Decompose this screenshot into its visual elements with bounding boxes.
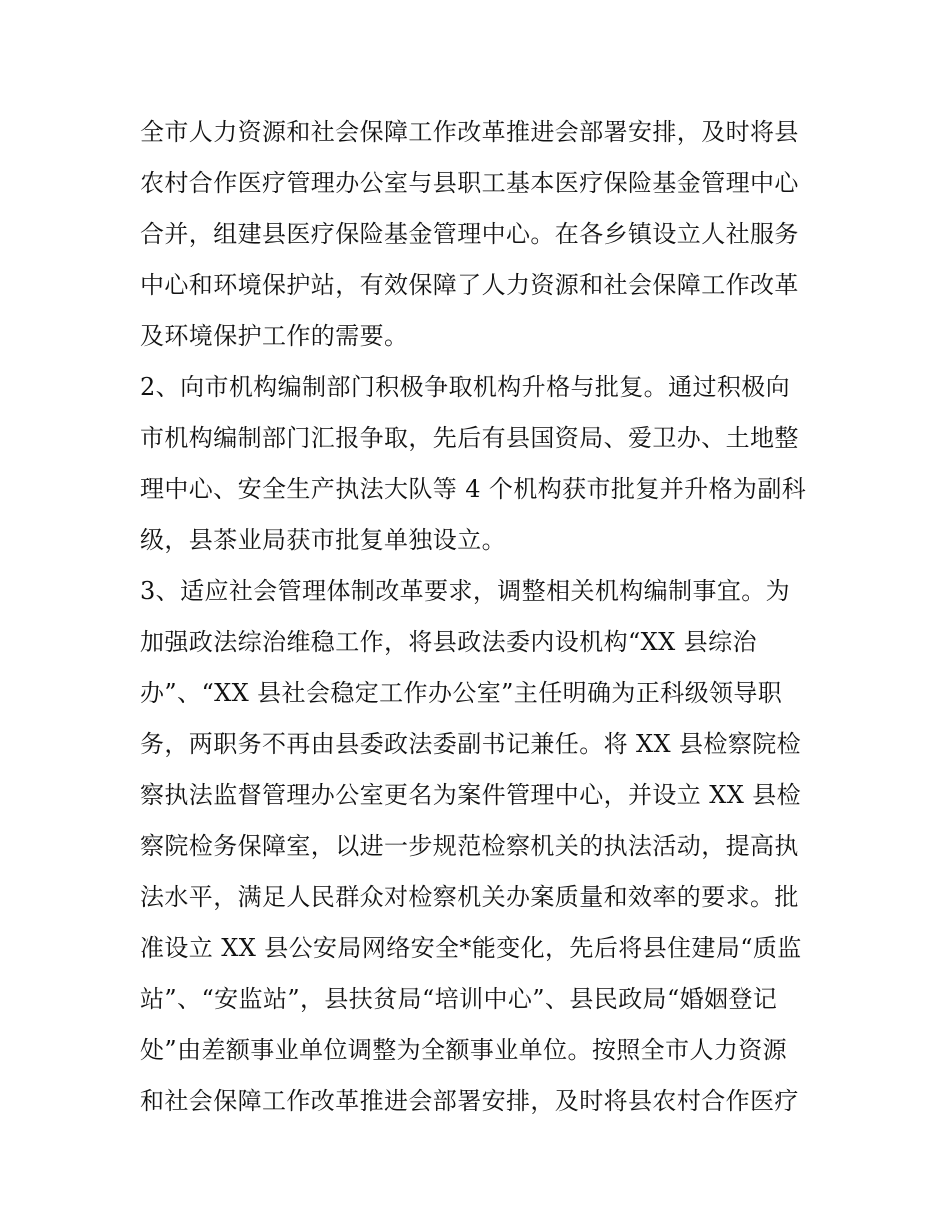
text-line: 务，两职务不再由县委政法委副书记兼任。将 XX 县检察院检 xyxy=(140,730,802,758)
text-line: 全市人力资源和社会保障工作改革推进会部署安排，及时将县 xyxy=(140,118,799,146)
text-line: 加强政法综治维稳工作，将县政法委内设机构“XX 县综治 xyxy=(140,628,757,656)
text-line: 理中心、安全生产执法大队等 4 个机构获市批复并升格为副科 xyxy=(140,475,807,503)
text-line: 农村合作医疗管理办公室与县职工基本医疗保险基金管理中心 xyxy=(140,169,799,197)
document-body xyxy=(140,107,820,1127)
text-line: 站”、“安监站”，县扶贫局“培训中心”、县民政局“婚姻登记 xyxy=(140,985,778,1013)
text-line: 3、适应社会管理体制改革要求，调整相关机构编制事宜。为 xyxy=(140,577,791,605)
text-line: 及环境保护工作的需要。 xyxy=(140,322,409,350)
text-line: 市机构编制部门汇报争取，先后有县国资局、爱卫办、土地整 xyxy=(140,424,799,452)
text-line: 级，县茶业局获市批复单独设立。 xyxy=(140,526,506,554)
text-line: 2、向市机构编制部门积极争取机构升格与批复。通过积极向 xyxy=(140,373,791,401)
text-line: 察院检务保障室，以进一步规范检察机关的执法活动，提高执 xyxy=(140,832,799,860)
text-line: 合并，组建县医疗保险基金管理中心。在各乡镇设立人社服务 xyxy=(140,220,799,248)
text-line: 办”、“XX 县社会稳定工作办公室”主任明确为正科级领导职 xyxy=(140,679,783,707)
text-line: 中心和环境保护站，有效保障了人力资源和社会保障工作改革 xyxy=(140,271,799,299)
text-line: 和社会保障工作改革推进会部署安排，及时将县农村合作医疗 xyxy=(140,1087,799,1115)
text-line: 处”由差额事业单位调整为全额事业单位。按照全市人力资源 xyxy=(140,1036,788,1064)
text-line: 准设立 XX 县公安局网络安全*能变化，先后将县住建局“质监 xyxy=(140,934,802,962)
text-line: 法水平，满足人民群众对检察机关办案质量和效率的要求。批 xyxy=(140,883,799,911)
text-line: 察执法监督管理办公室更名为案件管理中心，并设立 XX 县检 xyxy=(140,781,802,809)
